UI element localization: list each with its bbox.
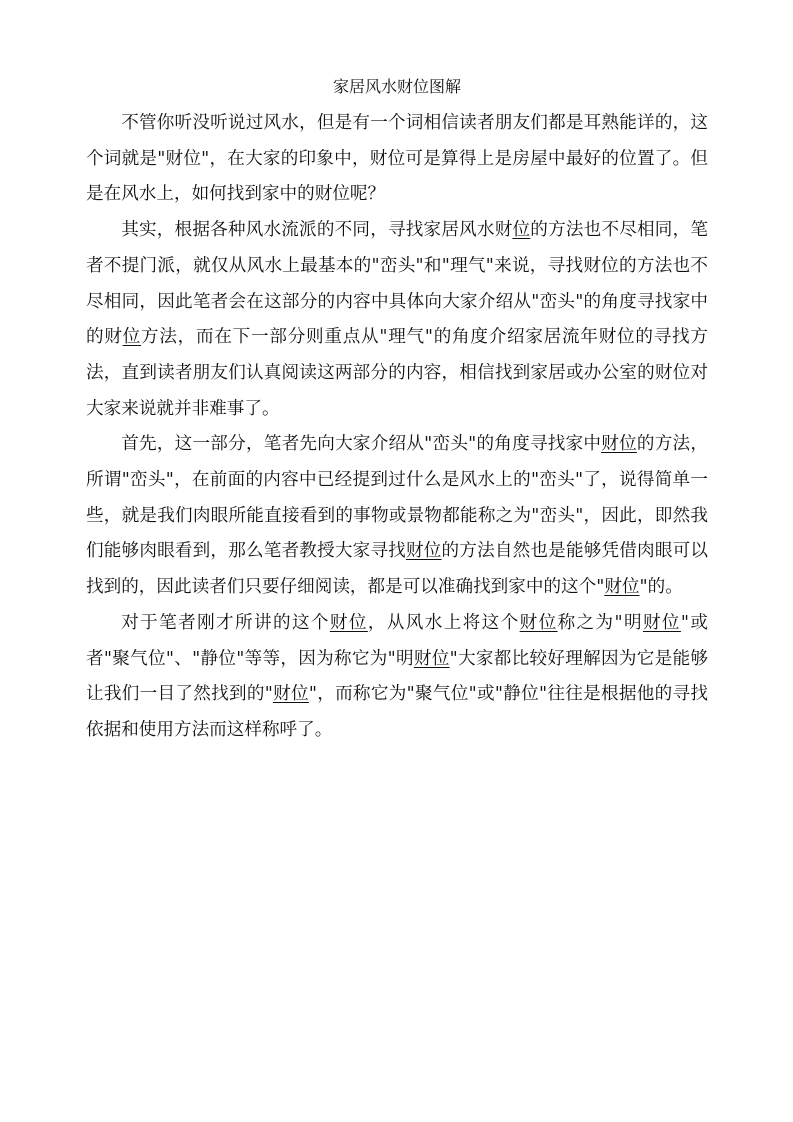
- underlined-term: 财位: [272, 684, 309, 705]
- underlined-term: 财位: [642, 612, 681, 633]
- paragraph-1: [86, 106, 708, 213]
- underlined-term: 财位: [413, 648, 450, 669]
- text-run: ，从风水上将这个: [367, 612, 520, 633]
- text-run: 首先，这一部分，笔者先向大家介绍从"峦头"的角度寻找家中: [121, 434, 602, 455]
- underlined-term: 财位: [519, 612, 558, 633]
- text-run: 的方法自然也是能够凭借肉眼可以找到的，因此读者们只要仔细阅读，都是可以准确找到家中的这个": [86, 541, 708, 598]
- document-title: 家居风水财位图解: [332, 77, 461, 96]
- text-run: 的方法，所谓"峦头"，在前面的内容中已经提到过什么是风水上的"峦头"了，说得简单一些，就是我们肉眼所能直接看到的事物或景物都能称之为"峦头"，因此，即然我们能够肉眼看到，那么笔者教授大家寻找: [86, 434, 708, 562]
- underlined-term: 财位: [329, 612, 368, 633]
- text-run: 对于笔者刚才所讲的这个: [121, 612, 330, 633]
- text-run: 方法，而在下一部分则重点从"理气"的角度介绍家居流年财位的寻找方法，直到读者朋友们认真阅读这两部分的内容，相信找到家居或办公室的财位对大家来说就并非难事了。: [86, 327, 708, 419]
- paragraph-3: [86, 427, 708, 606]
- text-run: 不管你听没听说过风水，但是有一个词相信读者朋友们都是耳熟能详的，这个词就是"财位"，在大家的印象中，财位可是算得上是房屋中最好的位置了。但是在风水上，如何找到家中的财位呢？: [86, 113, 708, 205]
- text-run: 的方法也不尽相同，笔者不提门派，就仅从风水上最基本的"峦头"和"理气"来说，寻找财位的方法也不尽相同，因此笔者会在这部分的内容中具体向大家介绍从"峦头"的角度寻找家中的财: [86, 220, 708, 348]
- paragraph-2: [86, 213, 708, 427]
- document-page: [86, 74, 708, 749]
- underlined-term: 财位: [405, 541, 442, 562]
- text-run: "或者"聚气位"、"静位"等等，因为称它为"明: [86, 612, 708, 669]
- underlined-term: 位: [122, 327, 142, 348]
- paragraph-4: [86, 606, 708, 749]
- text-run: 称之为"明: [557, 612, 643, 633]
- text-run: 其实，根据各种风水流派的不同，寻找家居风水财: [121, 220, 513, 241]
- underlined-term: 财位: [604, 577, 640, 598]
- text-run: "，而称它为"聚气位"或"静位"往往是根据他的寻找依据和使用方法而这样称呼了。: [86, 684, 709, 740]
- underlined-term: 财位: [601, 434, 637, 455]
- underlined-term: 位: [512, 220, 531, 241]
- text-run: "的。: [639, 577, 683, 598]
- text-run: "大家都比较好理解因为它是能够让我们一目了然找到的": [86, 648, 708, 705]
